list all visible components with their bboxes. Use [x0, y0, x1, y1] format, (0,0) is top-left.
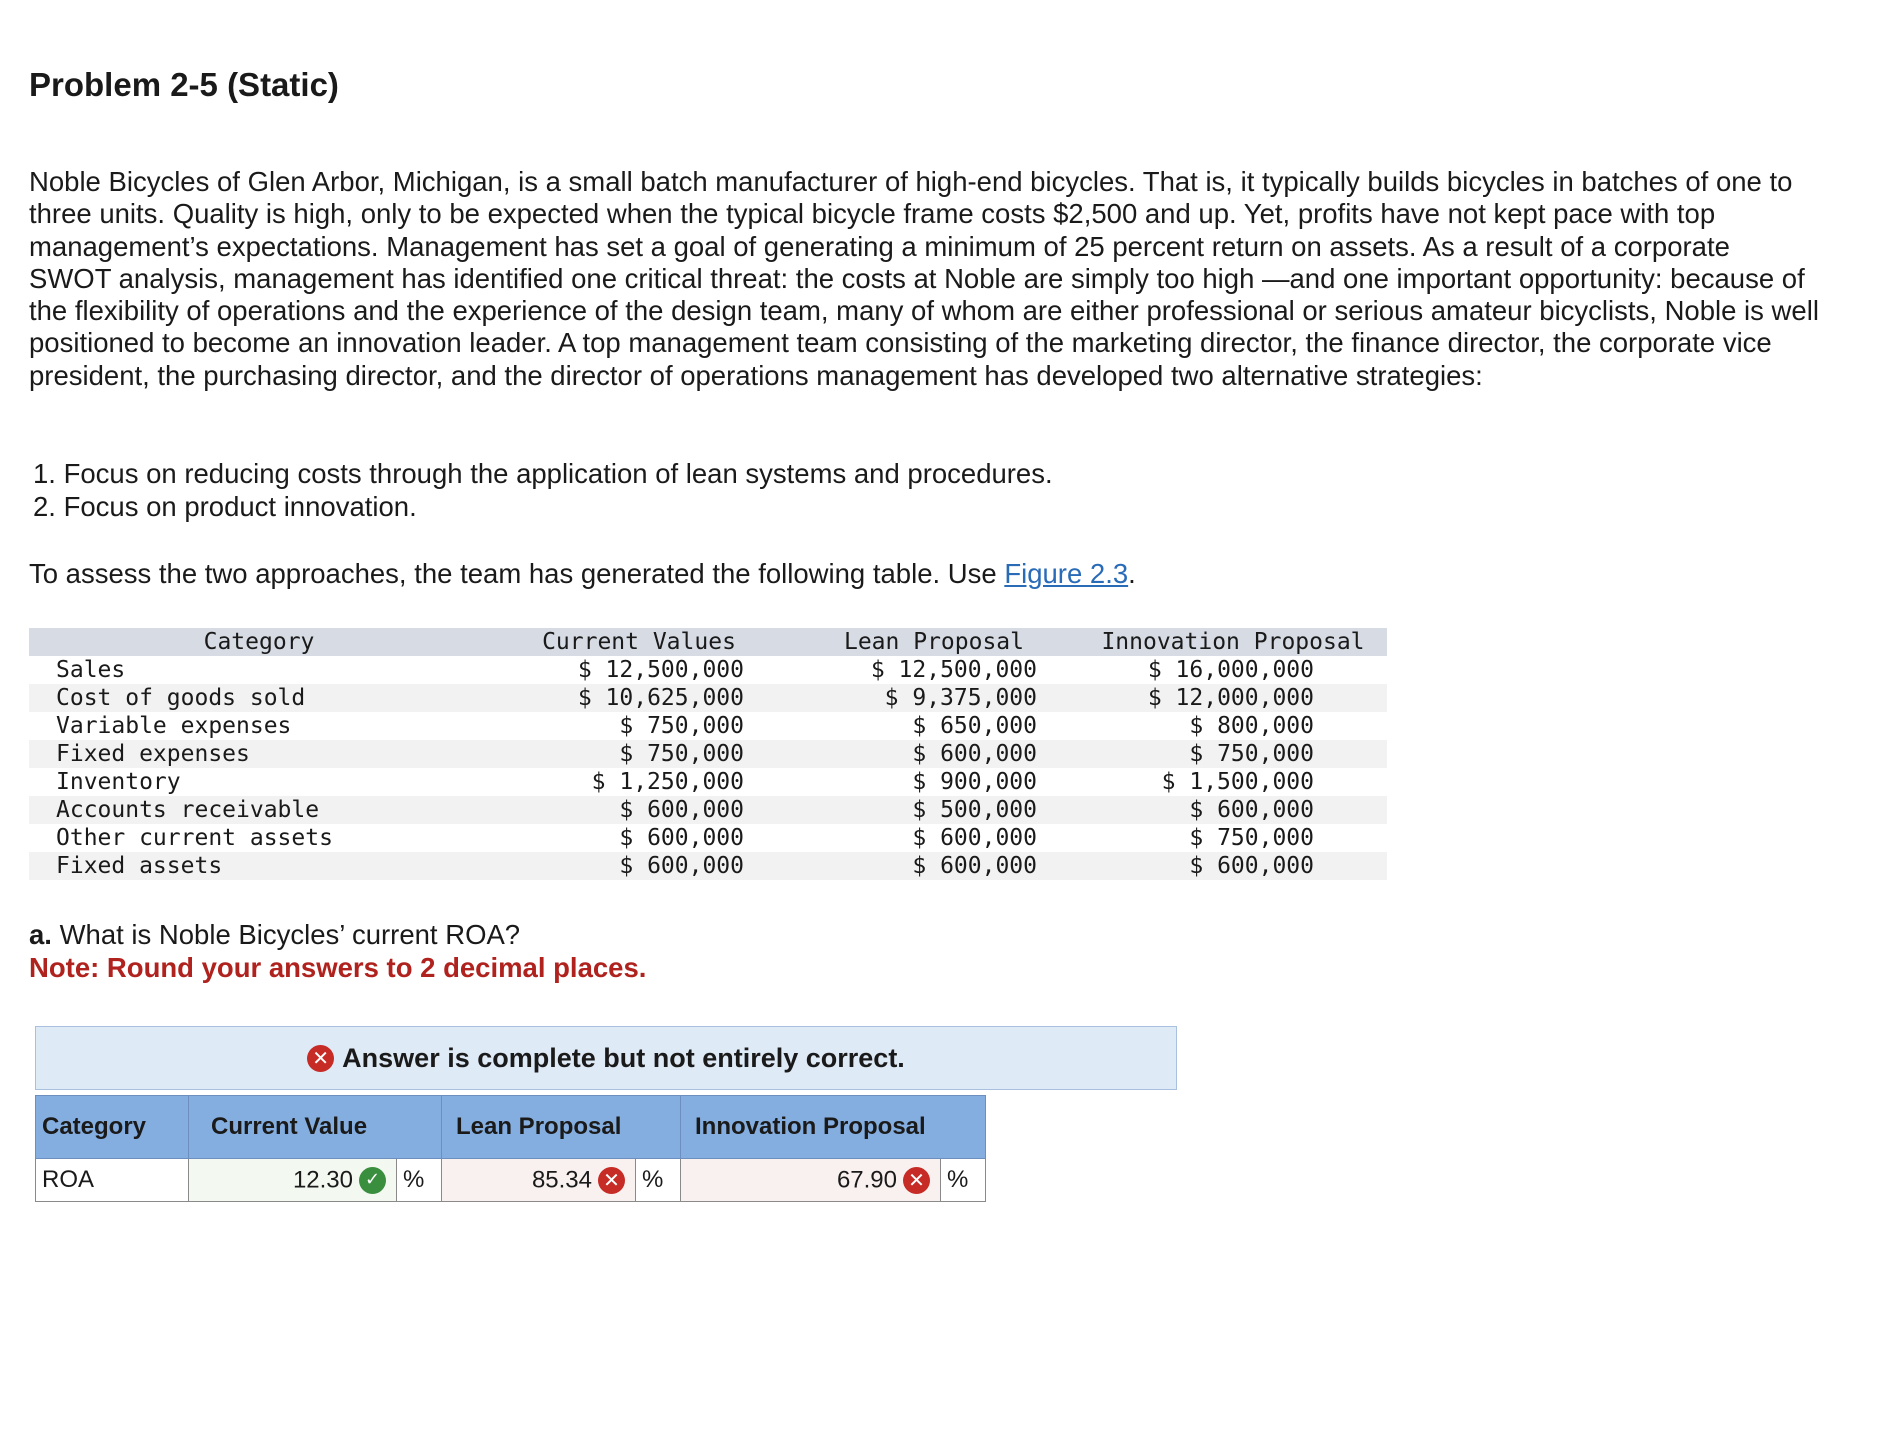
current-roa-answer[interactable]	[189, 1159, 397, 1202]
innovation-value-cell: $ 800,000	[1189, 713, 1314, 739]
page-title: Problem 2-5 (Static)	[29, 66, 339, 103]
table-row	[29, 656, 1387, 684]
lean-value-cell: $ 900,000	[912, 769, 1037, 795]
data-table-header-row	[29, 628, 1387, 656]
current-value-cell: $ 750,000	[489, 740, 789, 768]
percent-unit: %	[636, 1159, 681, 1202]
table-row	[29, 768, 1387, 796]
row-label: Other current assets	[56, 825, 333, 851]
row-label: Variable expenses	[56, 713, 292, 739]
lean-value-cell: $ 600,000	[789, 740, 1079, 768]
data-table	[29, 628, 1387, 880]
table-row	[29, 712, 1387, 740]
column-header: Lean Proposal	[789, 628, 1079, 656]
row-label: Fixed assets	[29, 852, 489, 880]
column-header: Category	[36, 1096, 189, 1159]
percent-unit: %	[941, 1159, 986, 1202]
current-value-cell: $ 600,000	[489, 852, 789, 880]
lean-value-cell: $ 12,500,000	[870, 657, 1037, 683]
lean-roa-value: 85.34	[531, 1166, 592, 1194]
rounding-note: Note: Round your answers to 2 decimal places.	[29, 952, 647, 983]
current-roa-value: 12.30	[292, 1166, 353, 1194]
table-row	[29, 796, 1387, 824]
row-label: Fixed expenses	[29, 740, 489, 768]
figure-link[interactable]: Figure 2.3	[1004, 558, 1129, 589]
innovation-value-cell: $ 600,000	[1079, 796, 1387, 824]
table-row	[29, 684, 1387, 712]
strategy-item: 2. Focus on product innovation.	[33, 490, 417, 522]
x-circle-icon: ✕	[903, 1167, 930, 1194]
table-row	[29, 740, 1387, 768]
assess-text-end: .	[1128, 558, 1136, 589]
x-circle-icon: ✕	[598, 1167, 625, 1194]
column-header: Innovation Proposal	[681, 1096, 986, 1159]
assess-text-body: To assess the two approaches, the team has generated the following table. Use	[29, 558, 1005, 589]
current-value-cell: $ 600,000	[619, 825, 744, 851]
feedback-text: Answer is complete but not entirely correct.	[342, 1042, 905, 1073]
column-header: Current Value	[189, 1096, 442, 1159]
row-label: Cost of goods sold	[29, 684, 489, 712]
innovation-value-cell: $ 750,000	[1079, 740, 1387, 768]
innovation-value-cell: $ 16,000,000	[1147, 657, 1314, 683]
row-label: Sales	[56, 657, 126, 683]
column-header: Lean Proposal	[442, 1096, 681, 1159]
table-row	[29, 852, 1387, 880]
check-circle-icon: ✓	[359, 1167, 386, 1194]
strategy-item: 1. Focus on reducing costs through the application of lean systems and procedures.	[33, 458, 1053, 489]
question-body: What is Noble Bicycles’ current ROA?	[51, 919, 521, 950]
current-value-cell: $ 12,500,000	[577, 657, 744, 683]
lean-value-cell: $ 600,000	[912, 825, 1037, 851]
lean-value-cell: $ 500,000	[789, 796, 1079, 824]
lean-value-cell: $ 9,375,000	[789, 684, 1079, 712]
innovation-value-cell: $ 1,500,000	[1161, 769, 1314, 795]
percent-unit: %	[397, 1159, 442, 1202]
current-value-cell: $ 750,000	[619, 713, 744, 739]
current-value-cell: $ 1,250,000	[591, 769, 744, 795]
innovation-roa-answer[interactable]	[681, 1159, 941, 1202]
lean-value-cell: $ 650,000	[912, 713, 1037, 739]
current-value-cell: $ 10,625,000	[489, 684, 789, 712]
column-header: Innovation Proposal	[1079, 628, 1387, 656]
lean-value-cell: $ 600,000	[789, 852, 1079, 880]
row-label: Inventory	[56, 769, 181, 795]
innovation-value-cell: $ 600,000	[1079, 852, 1387, 880]
x-circle-icon: ✕	[307, 1045, 334, 1072]
current-value-cell: $ 600,000	[489, 796, 789, 824]
innovation-value-cell: $ 12,000,000	[1079, 684, 1387, 712]
strategy-list	[33, 458, 1053, 523]
innovation-roa-value: 67.90	[836, 1166, 897, 1194]
answer-row	[36, 1159, 986, 1202]
answer-table	[35, 1095, 986, 1202]
question-text	[29, 918, 520, 951]
lean-roa-answer[interactable]	[442, 1159, 636, 1202]
question-label: a.	[29, 919, 52, 950]
assess-text	[29, 558, 1136, 590]
answer-header-row	[36, 1096, 986, 1159]
column-header: Category	[29, 628, 489, 656]
feedback-banner	[35, 1026, 1177, 1090]
column-header: Current Values	[489, 628, 789, 656]
row-label: ROA	[36, 1159, 189, 1202]
innovation-value-cell: $ 750,000	[1189, 825, 1314, 851]
intro-paragraph: Noble Bicycles of Glen Arbor, Michigan, is a small batch manufacturer of high-end bicycles. That is, it typically builds bicycles in batches of one to three units. Quality is high, only to be expected when the typical bicycle frame costs $2,500 and up. Yet, profits have not kept pace with top management’s expectations. Management has set a goal of generating a minimum of 25 percent return on assets. As a result of a corporate SWOT analysis, management has identified one critical threat: the costs at Noble are simply too high —and one important opportunity: because of the flexibility of operations and the experience of the design team, many of whom are either professional or serious amateur bicyclists, Noble is well positioned to become an innovation leader. A top management team consisting of the marketing director, the finance director, the corporate vice president, the purchasing director, and the director of operations management has developed two alternative strategies:	[29, 166, 1819, 391]
table-row	[29, 824, 1387, 852]
row-label: Accounts receivable	[29, 796, 489, 824]
